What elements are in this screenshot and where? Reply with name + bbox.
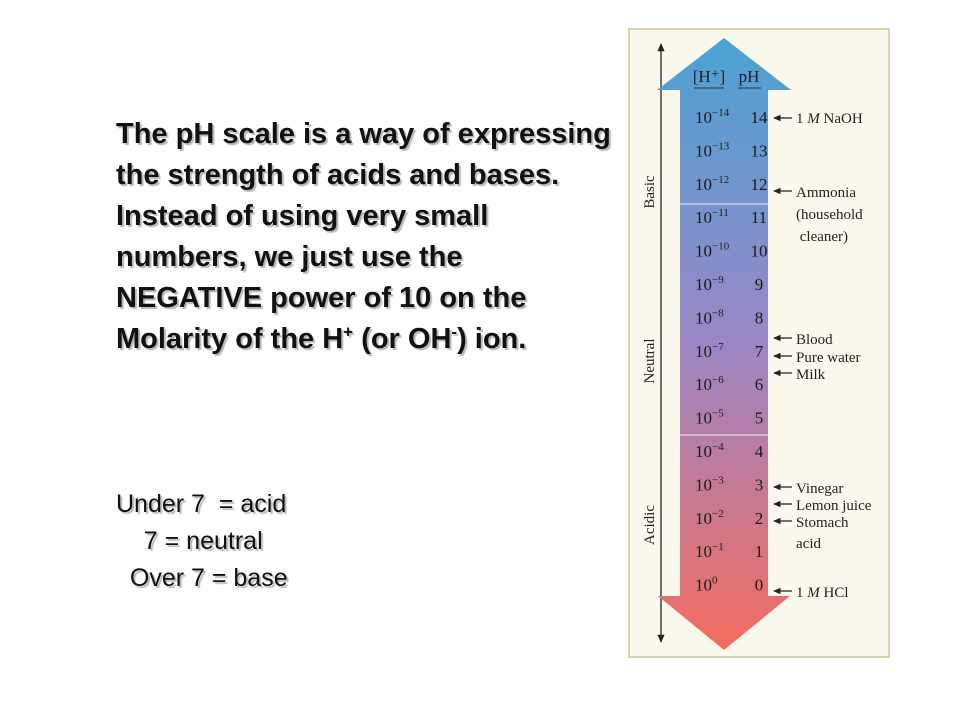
ph-scale-diagram xyxy=(630,30,892,660)
label-ammonia-cleaner: cleaner) xyxy=(796,229,849,245)
superscript-plus: + xyxy=(343,322,354,342)
h-concentration-value: $10^0$ xyxy=(695,574,718,595)
label-naoh: 1 M NaOH xyxy=(796,111,863,127)
label-stomach-acid: acid xyxy=(796,536,821,552)
ph-value: 13 xyxy=(750,141,768,161)
explanation-part-1: The pH scale is a way of expressing the strength of acids and bases. Instead of using very small numbers, we just use the NEGATIVE power of 10 on the Molarity of the H xyxy=(116,118,611,355)
h-concentration-value: $10^{-10}$ xyxy=(695,240,730,261)
h-concentration-value: $10^{-9}$ xyxy=(695,274,724,294)
h-concentration-value: $10^{-8}$ xyxy=(695,307,724,328)
h-concentration-value: $10^{-13}$ xyxy=(695,140,730,161)
label-ammonia-household: (household xyxy=(796,207,863,223)
explanation-part-2: (or OH xyxy=(353,323,452,355)
ph-value: 7 xyxy=(754,341,764,361)
ph-value: 5 xyxy=(754,408,764,428)
label-lemon-juice: Lemon juice xyxy=(796,498,872,514)
ph-value: 1 xyxy=(754,542,764,562)
header-ph: pH xyxy=(738,67,760,86)
label-ammonia: Ammonia xyxy=(796,185,856,201)
label-vinegar: Vinegar xyxy=(796,481,844,497)
ph-value: 2 xyxy=(754,508,764,528)
h-concentration-value: $10^{-3}$ xyxy=(695,474,724,495)
header-h-concentration: [H⁺] xyxy=(692,67,726,86)
ph-value: 10 xyxy=(750,241,768,261)
h-concentration-value: $10^{-14}$ xyxy=(695,107,730,127)
ph-value: 14 xyxy=(750,108,768,127)
legend-acid: Under 7 = acid xyxy=(116,490,287,518)
label-pure-water: Pure water xyxy=(796,350,861,366)
ph-value: 4 xyxy=(754,442,764,461)
side-label-acidic: Acidic xyxy=(642,505,658,545)
ph-scale-figure xyxy=(628,28,890,658)
label-stomach: Stomach xyxy=(796,515,849,531)
h-concentration-value: $10^{-1}$ xyxy=(695,541,724,562)
side-label-basic: Basic xyxy=(642,175,658,209)
h-concentration-value: $10^{-6}$ xyxy=(695,374,724,395)
label-milk: Milk xyxy=(796,367,826,383)
ph-legend xyxy=(116,486,288,597)
ph-explanation-text xyxy=(116,114,616,360)
ph-value: 11 xyxy=(750,208,768,228)
label-blood: Blood xyxy=(796,332,833,348)
h-concentration-value: $10^{-5}$ xyxy=(695,407,724,428)
annotations xyxy=(774,111,872,601)
h-concentration-value: $10^{-11}$ xyxy=(695,207,729,228)
ph-value: 3 xyxy=(754,475,764,495)
ph-value: 0 xyxy=(754,575,764,595)
h-concentration-value: $10^{-7}$ xyxy=(695,340,724,361)
ph-value: 12 xyxy=(750,174,768,194)
h-concentration-value: $10^{-4}$ xyxy=(695,441,724,461)
ph-value: 8 xyxy=(754,308,764,328)
h-concentration-value: $10^{-2}$ xyxy=(695,507,724,528)
explanation-part-3: ) ion. xyxy=(457,323,527,355)
legend-base: Over 7 = base xyxy=(116,564,288,592)
ph-value: 6 xyxy=(754,375,764,395)
h-concentration-value: $10^{-12}$ xyxy=(695,173,730,194)
label-hcl: 1 M HCl xyxy=(796,585,849,601)
superscript-minus: - xyxy=(451,322,458,342)
side-label-neutral: Neutral xyxy=(642,338,658,384)
ph-gradient-arrow xyxy=(657,38,791,650)
ph-value: 9 xyxy=(754,275,764,294)
legend-neutral: 7 = neutral xyxy=(116,527,263,555)
